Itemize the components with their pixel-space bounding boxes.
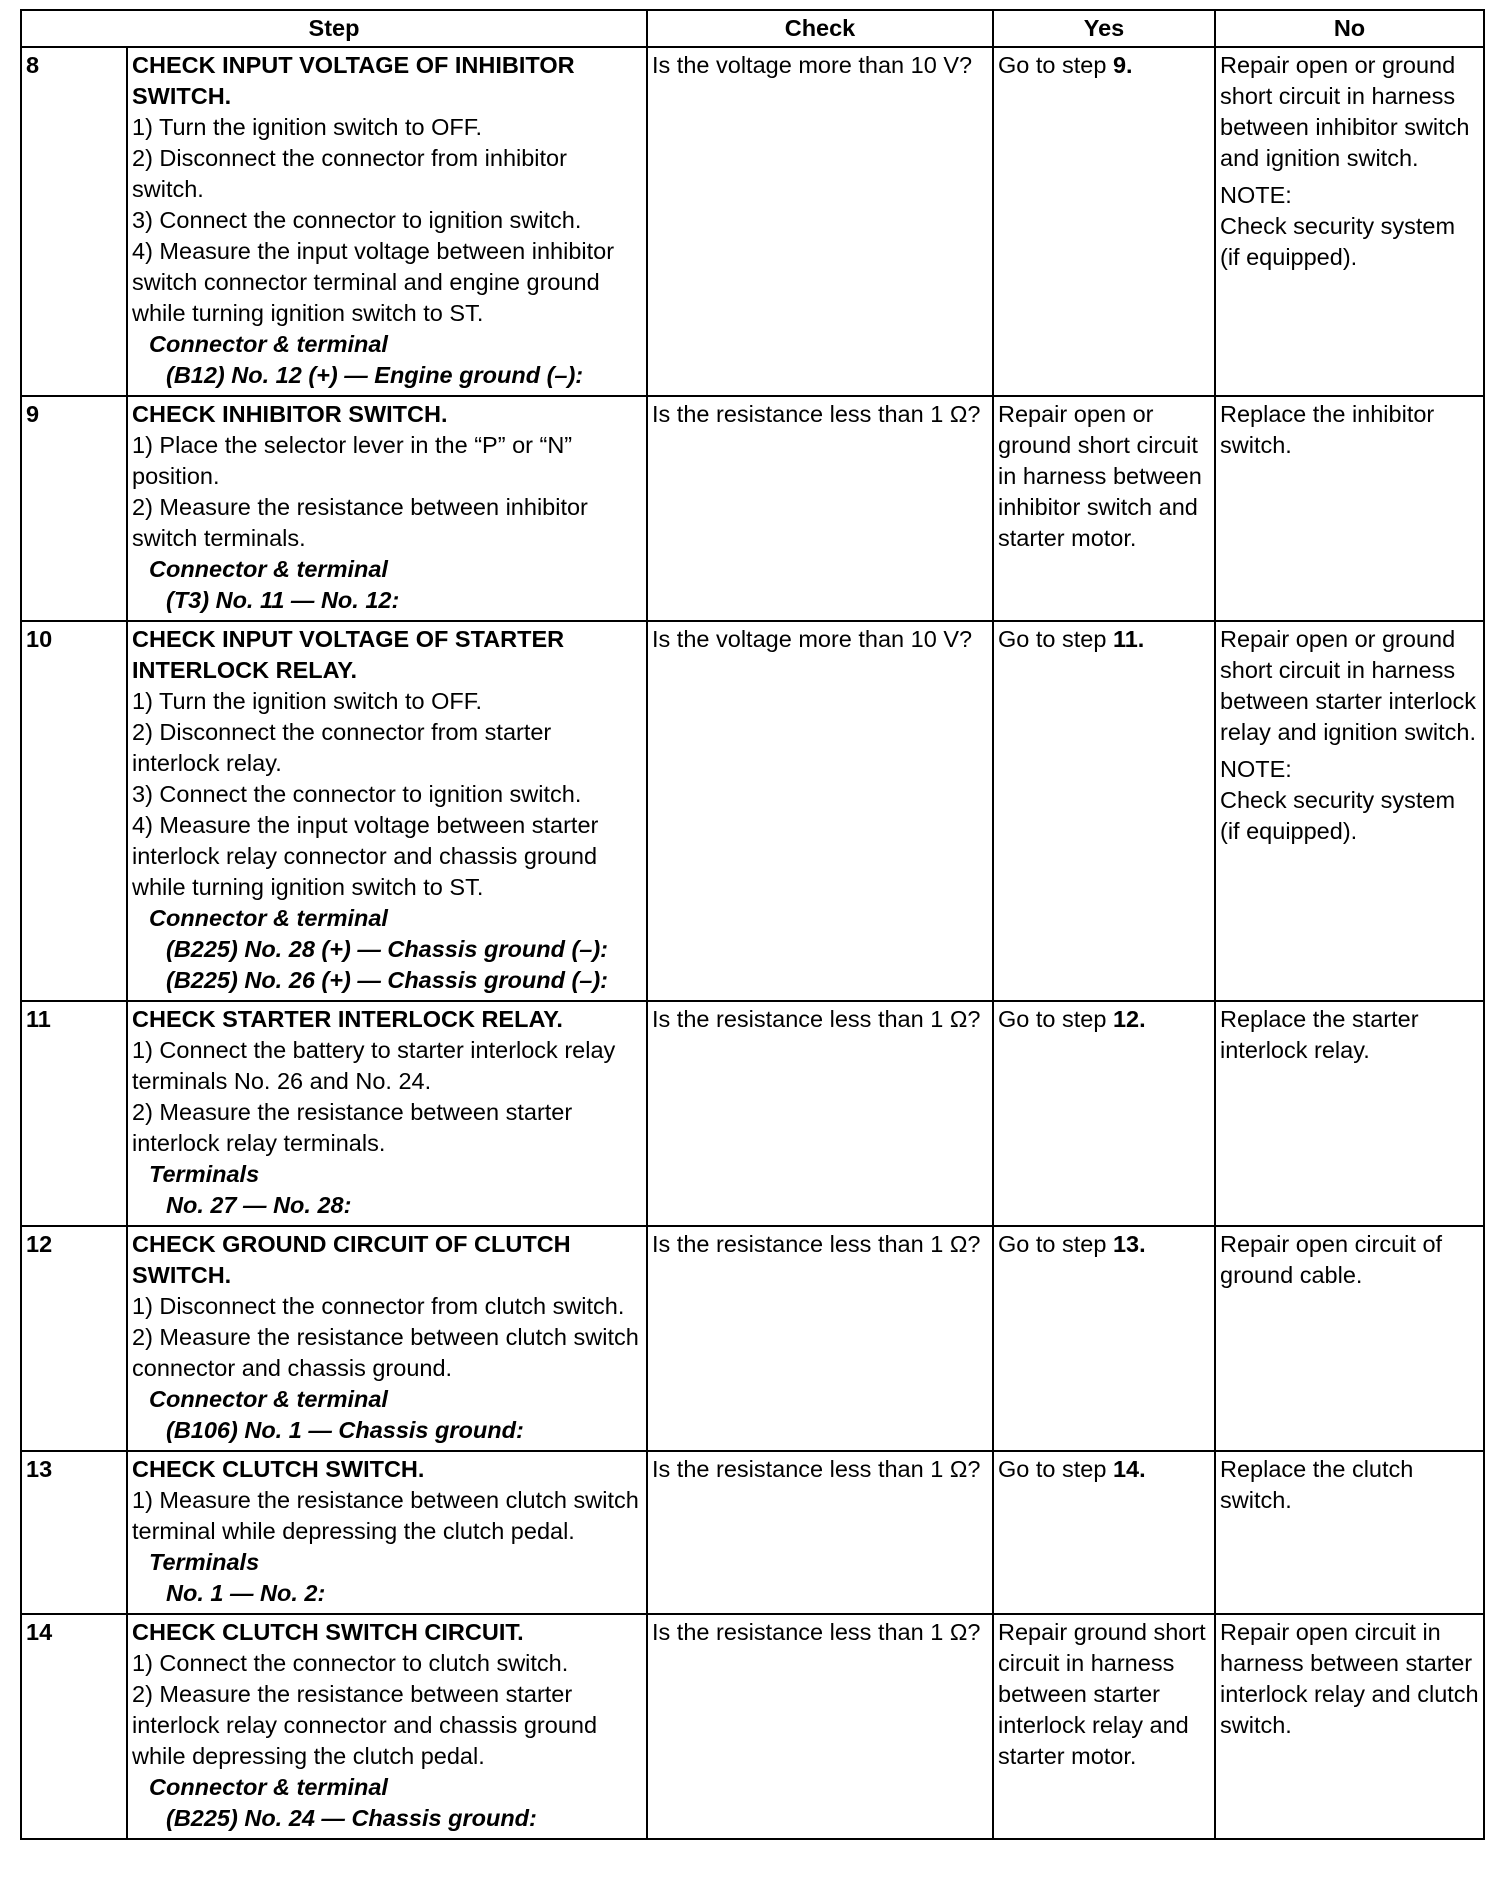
yes-cell: [993, 1001, 1215, 1226]
step-description: [127, 47, 647, 396]
step-instruction: 1) Connect the connector to clutch switch.: [132, 1650, 569, 1676]
step-instruction: 1) Turn the ignition switch to OFF.: [132, 114, 483, 140]
yes-step-ref: 13.: [1112, 1231, 1146, 1257]
step-instruction: 2) Measure the resistance between starter interlock relay connector and chassis ground while depressing the clutch pedal.: [132, 1681, 598, 1769]
step-title: CHECK INHIBITOR SWITCH.: [132, 401, 448, 427]
connector-terminal-value: (B225) No. 28 (+) — Chassis ground (–):: [166, 936, 609, 962]
step-instruction: 2) Disconnect the connector from inhibitor switch.: [132, 145, 567, 202]
step-description: [127, 396, 647, 621]
no-cell: [1215, 47, 1484, 396]
no-cell: [1215, 396, 1484, 621]
step-instruction: 3) Connect the connector to ignition switch.: [132, 781, 582, 807]
table-row: [21, 1001, 1484, 1226]
table-row: [21, 47, 1484, 396]
diagnostic-table: [20, 9, 1485, 1840]
no-text: Repair open circuit in harness between starter interlock relay and clutch switch.: [1220, 1619, 1479, 1738]
yes-step-ref: 14.: [1112, 1456, 1146, 1482]
check-cell: Is the resistance less than 1 Ω?: [647, 1001, 993, 1226]
connector-terminal-value: (B225) No. 24 — Chassis ground:: [166, 1805, 537, 1831]
yes-cell: [993, 1451, 1215, 1614]
table-row: [21, 1451, 1484, 1614]
table-row: [21, 1226, 1484, 1451]
header-step: Step: [21, 10, 647, 47]
connector-label: Connector & terminal: [149, 331, 388, 357]
yes-prefix: Go to step: [998, 1456, 1113, 1482]
no-cell: [1215, 1226, 1484, 1451]
yes-step-ref: 11.: [1112, 626, 1145, 652]
check-cell: Is the voltage more than 10 V?: [647, 621, 993, 1001]
step-number: 13: [21, 1451, 127, 1614]
yes-prefix: Go to step: [998, 52, 1113, 78]
no-text: Replace the starter interlock relay.: [1220, 1006, 1419, 1063]
header-no: No: [1215, 10, 1484, 47]
yes-prefix: Go to step: [998, 626, 1113, 652]
step-description: [127, 1226, 647, 1451]
check-cell: Is the resistance less than 1 Ω?: [647, 1614, 993, 1839]
note-title: NOTE:: [1220, 182, 1292, 208]
step-instruction: 2) Disconnect the connector from starter interlock relay.: [132, 719, 552, 776]
table-header-row: [21, 10, 1484, 47]
step-instruction: 2) Measure the resistance between inhibitor switch terminals.: [132, 494, 588, 551]
yes-cell: [993, 621, 1215, 1001]
connector-label: Terminals: [149, 1161, 260, 1187]
connector-label: Terminals: [149, 1549, 260, 1575]
step-description: [127, 1614, 647, 1839]
check-cell: Is the resistance less than 1 Ω?: [647, 1226, 993, 1451]
note-title: NOTE:: [1220, 756, 1292, 782]
connector-terminal-value: (B225) No. 26 (+) — Chassis ground (–):: [166, 967, 609, 993]
step-title: CHECK CLUTCH SWITCH CIRCUIT.: [132, 1619, 524, 1645]
yes-cell: [993, 47, 1215, 396]
step-instruction: 1) Disconnect the connector from clutch switch.: [132, 1293, 625, 1319]
connector-label: Connector & terminal: [149, 1386, 388, 1412]
check-cell: Is the resistance less than 1 Ω?: [647, 1451, 993, 1614]
step-number: 11: [21, 1001, 127, 1226]
yes-text: Repair open or ground short circuit in harness between inhibitor switch and starter motor.: [998, 401, 1202, 551]
yes-step-ref: 12.: [1112, 1006, 1146, 1032]
diagnostic-procedure-document: [20, 9, 1483, 1840]
header-yes: Yes: [993, 10, 1215, 47]
connector-label: Connector & terminal: [149, 556, 388, 582]
step-instruction: 4) Measure the input voltage between inhibitor switch connector terminal and engine ground while turning ignition switch to ST.: [132, 238, 615, 326]
no-cell: [1215, 1614, 1484, 1839]
yes-step-ref: 9.: [1112, 52, 1133, 78]
table-row: [21, 621, 1484, 1001]
step-title: CHECK GROUND CIRCUIT OF CLUTCH SWITCH.: [132, 1231, 571, 1288]
connector-terminal-value: No. 1 — No. 2:: [166, 1580, 326, 1606]
check-cell: Is the resistance less than 1 Ω?: [647, 396, 993, 621]
connector-terminal-value: (B12) No. 12 (+) — Engine ground (–):: [166, 362, 584, 388]
step-description: [127, 621, 647, 1001]
step-title: CHECK INPUT VOLTAGE OF STARTER INTERLOCK RELAY.: [132, 626, 565, 683]
table-body: [21, 47, 1484, 1839]
step-instruction: 1) Measure the resistance between clutch switch terminal while depressing the clutch pedal.: [132, 1487, 639, 1544]
yes-text: Repair ground short circuit in harness between starter interlock relay and starter motor.: [998, 1619, 1206, 1769]
step-number: 10: [21, 621, 127, 1001]
step-number: 12: [21, 1226, 127, 1451]
no-text: Replace the clutch switch.: [1220, 1456, 1414, 1513]
check-cell: Is the voltage more than 10 V?: [647, 47, 993, 396]
table-row: [21, 1614, 1484, 1839]
step-title: CHECK STARTER INTERLOCK RELAY.: [132, 1006, 563, 1032]
step-instruction: 2) Measure the resistance between starter interlock relay terminals.: [132, 1099, 573, 1156]
note-text: Check security system (if equipped).: [1220, 787, 1456, 844]
step-instruction: 1) Place the selector lever in the “P” or “N” position.: [132, 432, 573, 489]
connector-terminal-value: (T3) No. 11 — No. 12:: [166, 587, 400, 613]
step-number: 14: [21, 1614, 127, 1839]
step-description: [127, 1451, 647, 1614]
note-text: Check security system (if equipped).: [1220, 213, 1456, 270]
no-text: Repair open or ground short circuit in harness between inhibitor switch and ignition switch.: [1220, 52, 1470, 171]
step-description: [127, 1001, 647, 1226]
step-instruction: 1) Turn the ignition switch to OFF.: [132, 688, 483, 714]
step-instruction: 3) Connect the connector to ignition switch.: [132, 207, 582, 233]
step-title: CHECK CLUTCH SWITCH.: [132, 1456, 425, 1482]
yes-cell: [993, 1614, 1215, 1839]
step-instruction: 2) Measure the resistance between clutch switch connector and chassis ground.: [132, 1324, 639, 1381]
step-instruction: 1) Connect the battery to starter interlock relay terminals No. 26 and No. 24.: [132, 1037, 616, 1094]
table-row: [21, 396, 1484, 621]
connector-label: Connector & terminal: [149, 905, 388, 931]
step-instruction: 4) Measure the input voltage between starter interlock relay connector and chassis ground while turning ignition switch to ST.: [132, 812, 599, 900]
connector-label: Connector & terminal: [149, 1774, 388, 1800]
step-number: 8: [21, 47, 127, 396]
yes-cell: [993, 1226, 1215, 1451]
no-cell: [1215, 1001, 1484, 1226]
connector-terminal-value: (B106) No. 1 — Chassis ground:: [166, 1417, 524, 1443]
yes-cell: [993, 396, 1215, 621]
step-number: 9: [21, 396, 127, 621]
yes-prefix: Go to step: [998, 1006, 1113, 1032]
no-text: Repair open or ground short circuit in harness between starter interlock relay and ignition switch.: [1220, 626, 1477, 745]
yes-prefix: Go to step: [998, 1231, 1113, 1257]
no-cell: [1215, 1451, 1484, 1614]
header-check: Check: [647, 10, 993, 47]
no-cell: [1215, 621, 1484, 1001]
no-text: Replace the inhibitor switch.: [1220, 401, 1435, 458]
step-title: CHECK INPUT VOLTAGE OF INHIBITOR SWITCH.: [132, 52, 575, 109]
connector-terminal-value: No. 27 — No. 28:: [166, 1192, 352, 1218]
no-text: Repair open circuit of ground cable.: [1220, 1231, 1443, 1288]
